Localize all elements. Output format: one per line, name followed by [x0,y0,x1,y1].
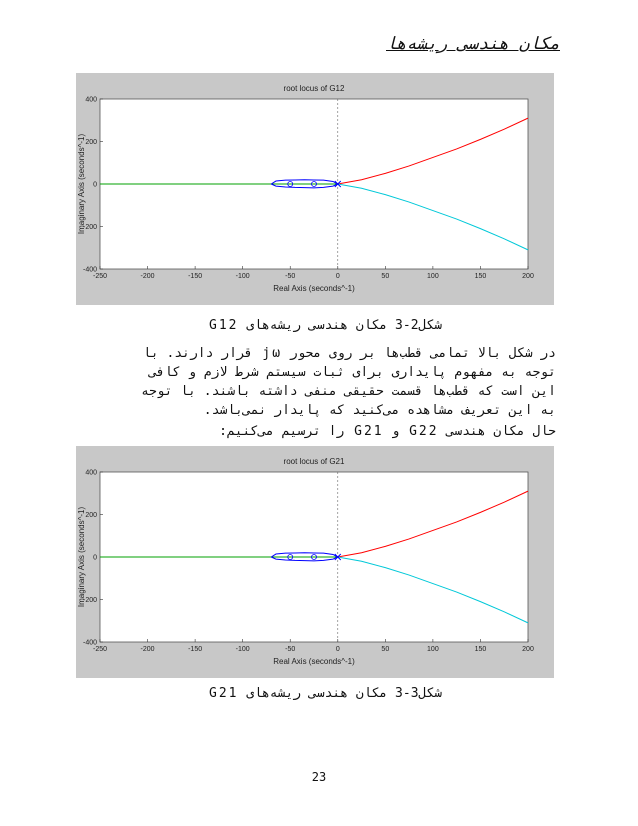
page-number: 23 [311,770,327,784]
x-tick-label: -200 [140,646,155,653]
x-tick-label: -200 [140,273,155,280]
y-tick-label: 200 [85,139,97,146]
page-header-title: مکان هندسی ریشه‌ها [386,34,560,54]
y-tick-label: -400 [82,639,97,647]
body-paragraph [76,344,556,420]
figure-caption-g21: شکل3-3 مکان هندسی ریشه‌های G21 [209,686,442,701]
y-axis-label: Imaginary Axis (seconds^-1) [77,506,86,608]
x-tick-label: 100 [427,646,439,653]
root-locus-figure-g21 [76,446,554,678]
y-axis-label: Imaginary Axis (seconds^-1) [77,133,86,235]
x-tick-label: 0 [335,646,340,653]
x-tick-label: -150 [188,273,203,280]
root-locus-chart-g12 [76,73,554,305]
y-tick-label: 400 [85,96,97,104]
x-tick-label: -150 [188,646,203,653]
y-tick-label: -400 [82,266,97,274]
x-tick-label: -100 [235,646,250,653]
y-tick-label: -200 [82,597,97,604]
figure-caption-g12: شکل2-3 مکان هندسی ریشه‌های G12 [209,318,442,333]
intro-line: حال مکان هندسی G22 و G21 را ترسیم می‌کنیم: [219,424,556,439]
chart-title: root locus of G21 [283,457,345,466]
root-locus-figure-g12 [76,73,554,305]
x-tick-label: 150 [474,646,487,653]
x-tick-label: 100 [427,273,439,280]
x-tick-label: -250 [92,273,108,280]
y-tick-label: 200 [85,512,97,519]
y-tick-label: 0 [93,181,97,189]
x-tick-label: 0 [335,273,340,280]
y-tick-label: 400 [85,469,97,477]
x-tick-label: 150 [474,273,487,280]
y-tick-label: -200 [82,224,97,231]
x-tick-label: 200 [522,273,534,280]
paragraph-line: توجه به مفهوم پایداری برای ثبات سیستم شرط لازم و کافی [149,365,556,380]
paragraph-line: در شکل بالا تمامی قطب‌ها بر روی محور jω قرار دارند. با [143,346,556,361]
x-tick-label: 200 [522,646,534,653]
paragraph-line: به این تعریف مشاهده می‌کنید که پایدار نمی‌باشد. [203,403,556,418]
y-tick-label: 0 [93,554,97,562]
x-tick-label: -100 [235,273,250,280]
chart-title: root locus of G12 [283,84,345,93]
x-tick-label: 50 [381,646,390,653]
x-tick-label: 50 [381,273,390,280]
paragraph-line: این است که قطب‌ها قسمت حقیقی منفی داشته باشند. با توجه [141,384,556,399]
x-tick-label: -250 [92,646,108,653]
x-axis-label: Real Axis (seconds^-1) [273,284,355,293]
x-tick-label: -50 [285,646,296,653]
x-tick-label: -50 [285,273,296,280]
x-axis-label: Real Axis (seconds^-1) [273,657,355,666]
root-locus-chart-g21 [76,446,554,678]
